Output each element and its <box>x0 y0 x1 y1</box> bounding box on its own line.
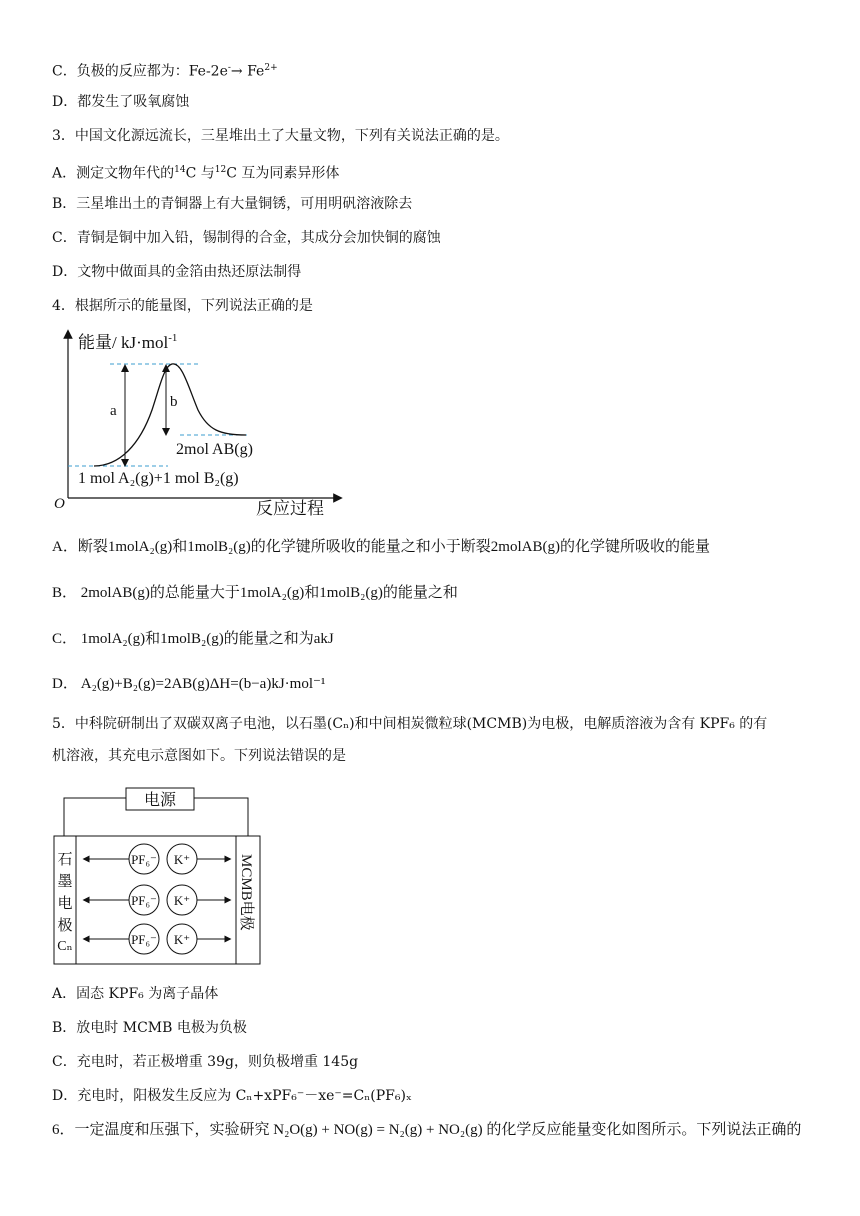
q6-stem: 6．一定温度和压强下，实验研究 N₂O(g) + NO(g) = N₂(g) + NO₂(g) 的化学反应能量变化如图所示。下列说法正确的 <box>52 1122 802 1138</box>
label-a: a <box>110 403 117 419</box>
origin-label: O <box>54 496 65 512</box>
power-wire <box>64 798 126 836</box>
q2-option-c: C．负极的反应都为：$Fe-2e^-\to Fe^{2+}$ <box>52 63 278 80</box>
q4-option-b: B． 2molAB(g)的总能量大于1molA₂(g)和1molB₂(g)的能量之和 <box>52 585 458 601</box>
battery-diagram <box>52 784 268 968</box>
energy-diagram <box>48 326 348 526</box>
q4-option-a: A．断裂1molA₂(g)和1molB₂(g)的化学键所吸收的能量之和小于断裂2molAB(g)的化学键所吸收的能量 <box>52 539 710 555</box>
q5-option-c: C．充电时，若正极增重 39g，则负极增重 145g <box>52 1054 359 1070</box>
cation-label-3: K⁺ <box>173 932 191 947</box>
q3-option-d: D．文物中做面具的金箔由热还原法制得 <box>52 264 302 280</box>
left-electrode-char-1: 石 <box>57 852 73 868</box>
q5-option-a: A．固态 KPF₆ 为离子晶体 <box>52 986 219 1002</box>
q5-stem-line2: 机溶液，其充电示意图如下。下列说法错误的是 <box>52 748 346 764</box>
left-electrode-char-3: 电 <box>57 896 73 912</box>
q5-stem-line1: 5．中科院研制出了双碳双离子电池，以石墨(Cₙ)和中间相炭微粒球(MCMB)为电极，电解质溶液为含有 KPF₆ 的有 <box>52 716 768 732</box>
anion-label-1: PF₆⁻ <box>131 852 157 867</box>
q4-option-c: C． 1molA₂(g)和1molB₂(g)的能量之和为akJ <box>52 631 334 647</box>
q4-option-d: D． A₂(g)+B₂(g)=2AB(g)ΔH=(b−a)kJ·mol⁻¹ <box>52 676 326 692</box>
left-electrode-char-5: Cₙ <box>57 939 73 954</box>
product-label: 2mol AB(g) <box>176 441 253 458</box>
q3-option-c: C．青铜是铜中加入铅，锡制得的合金，其成分会加快铜的腐蚀 <box>52 230 441 246</box>
cation-label-2: K⁺ <box>173 893 191 908</box>
q2-option-d: D．都发生了吸氧腐蚀 <box>52 94 190 110</box>
q3-stem: 3．中国文化源远流长，三星堆出土了大量文物，下列有关说法正确的是。 <box>52 128 509 144</box>
left-electrode-char-4: 极 <box>57 918 73 934</box>
cation-label-1: K⁺ <box>173 852 191 867</box>
reactant-label: 1 mol A₂(g)+1 mol B₂(g) <box>78 470 239 487</box>
label-b: b <box>170 394 178 410</box>
q5-option-b: B．放电时 MCMB 电极为负极 <box>52 1020 247 1036</box>
q3-option-a: A．测定文物年代的$^{14}$C 与$^{12}$C 互为同素异形体 <box>52 165 340 182</box>
right-electrode-label: MCMB电极 <box>238 854 254 931</box>
power-label: 电源 <box>143 792 177 809</box>
left-electrode-char-2: 墨 <box>57 874 73 890</box>
anion-label-3: PF₆⁻ <box>131 932 157 947</box>
x-axis-label: 反应过程 <box>256 499 324 518</box>
q4-stem: 4．根据所示的能量图，下列说法正确的是 <box>52 298 313 314</box>
anion-label-2: PF₆⁻ <box>131 893 157 908</box>
q5-option-d: D．充电时，阳极发生反应为 Cₙ+xPF₆⁻－xe⁻=Cₙ(PF₆)ₓ <box>52 1088 412 1104</box>
power-wire-right <box>194 798 248 836</box>
y-axis-label: 能量/ kJ·mol$^{-1}$ <box>78 332 178 352</box>
q3-option-b: B．三星堆出土的青铜器上有大量铜锈，可用明矾溶液除去 <box>52 196 413 212</box>
